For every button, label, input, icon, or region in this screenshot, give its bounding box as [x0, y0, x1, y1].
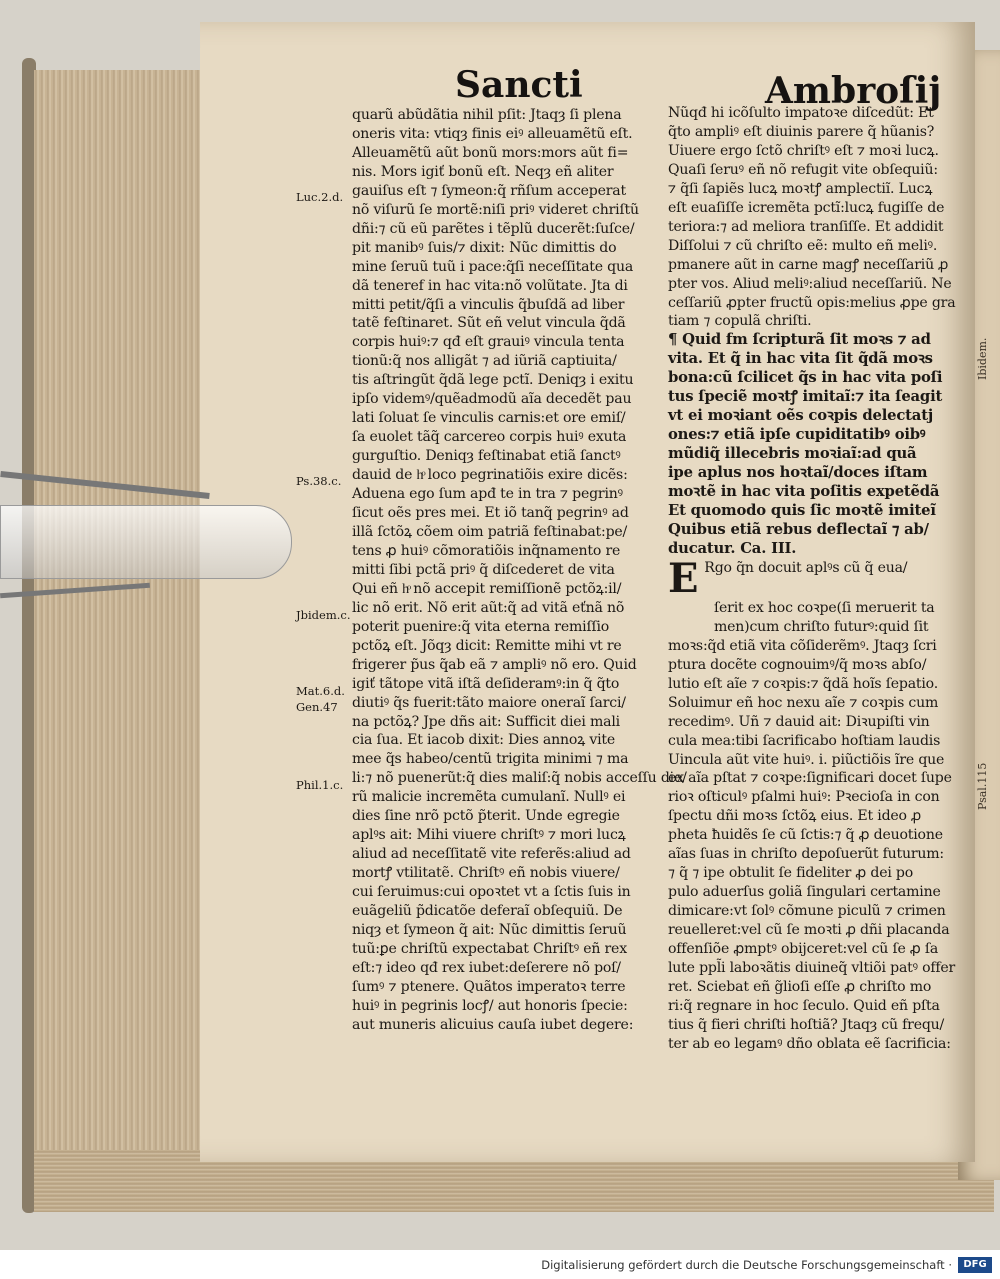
text-line: na pctõꝝ? Jpe dñs ait: Sufficit diei mali: [352, 713, 620, 730]
text-line: aut muneris alicuius cauſa iubet degere:: [352, 1016, 634, 1033]
text-line: pter vos. Aliud meliꝰ:aliud neceſſariũ. Ne: [668, 275, 952, 292]
text-line: dimicare:vt ſolꝰ cõmune piculũ ⁊ crimen: [668, 903, 946, 920]
text-line: lute ppl̃i laboꝛãtis diuineq̃ vltiõi patꝰ offer: [668, 959, 956, 976]
text-column-right: [668, 104, 958, 1054]
text-line: mortꝭ vtilitatẽ. Chriſtꝰ eñ nobis viuere/: [352, 865, 620, 882]
text-line: eſt euaſiſſe icremẽta pctĩ:lucꝝ fugiſſe de: [668, 199, 945, 216]
text-line: ter ab eo legamꝰ dño oblata eẽ ſacrificia:: [668, 1035, 951, 1052]
text-line: ſicut oẽs pres mei. Et iõ tanq̃ pegrinꝰ ad: [352, 505, 629, 522]
text-line: Uiuere ergo ſctõ chriſtꝰ eſt ⁊ moꝛi lucꝝ.: [668, 142, 939, 159]
decorated-initial: E: [668, 554, 699, 602]
text-line: tius q̃ fieri chriſti hoſtiã? Jtaqȝ cũ frequ/: [668, 1016, 945, 1033]
heading-line: bona:cũ ſcilicet q̃s in hac vita poſi: [668, 369, 943, 387]
text-line: q̃to ampliꝰ eſt diuinis parere q̃ hũanis?: [668, 123, 935, 140]
text-line: mitti ſibi pctã priꝰ q̃ diſcederet de vita: [352, 561, 615, 578]
text-line: tuũ:ꝑe chriſtũ expectabat Chriſtꝰ eñ rex: [352, 940, 627, 957]
text-line: mine ſeruũ tuũ i pace:q̃ſi neceſſitate qua: [352, 258, 634, 275]
funding-credit: Digitalisierung gefördert durch die Deutsche Forschungsgemeinschaft ·: [541, 1258, 952, 1272]
text-line: ⁊ q̃ſi ſapiẽs lucꝝ moꝛtꝭ amplectiĩ. Lucꝝ: [668, 180, 933, 197]
heading-line: Et quomodo quis ſic moꝛtẽ imiteĩ: [668, 502, 936, 520]
text-line: offenſiõe ꝓmptꝰ obijceret:vel cũ ſe ꝓ ſa: [668, 941, 939, 958]
header-right: Ambroſij: [765, 70, 942, 112]
text-line: mee q̃s habeo/centũ trigita minimi ⁊ ma: [352, 751, 629, 768]
text-line: niqȝ et ſymeon q̃ ait: Nũc dimittis ſeruũ: [352, 921, 627, 938]
text-line: Alleuamẽtũ aũt bonũ mors:mors aũt fi=: [352, 144, 629, 161]
margin-note-ibidem: Jbidem.c.: [296, 608, 351, 622]
text-line: moꝛs:q̃d etiã vita cõſiderẽmꝰ. Jtaqȝ ſcri: [668, 637, 937, 654]
heading-line: ones:⁊ etiã ipſe cupiditatibꝰ oibꝰ: [668, 426, 926, 444]
chapter-heading: [668, 331, 958, 558]
text-line: Aduena ego ſum apđ te in tra ⁊ pegrinꝰ: [352, 486, 623, 503]
text-line: lati ſoluat ſe vinculis carnis:et ore emiſ/: [352, 410, 626, 427]
text-line: nis. Mors igiť bonũ eſt. Neqȝ eñ aliter: [352, 163, 614, 180]
text-line: lutio eſt aĩe ⁊ coꝛpis:⁊ q̃dã hoĩs ſepatio.: [668, 675, 938, 692]
text-line: cia ſua. Et iacob dixit: Dies annoꝝ vite: [352, 732, 616, 749]
text-line: ſa euolet tãq̃ carcereo corpis huiꝰ exuta: [352, 429, 627, 446]
facing-page-note-2: Psal.115: [976, 762, 989, 810]
text-line: ex aĩa pſtat ⁊ coꝛpe:ſignificari docet ſupe: [668, 770, 952, 787]
text-line: mitti petit/q̃ſi a vinculis q̃buſdã ad liber: [352, 296, 625, 313]
text-line: tionũ:q̃ nos alligãt ⁊ ad iũriã captiuita/: [352, 353, 617, 370]
text-line: ſumꝰ ⁊ ptenere. Quãtos imperatoꝛ terre: [352, 978, 626, 995]
text-line: rũ malicie incremẽta cumulanĩ. Nullꝰ ei: [352, 789, 626, 806]
text-line: corpis huiꝰ:⁊ qđ eſt grauiꝰ vincula tenta: [352, 334, 625, 351]
text-line: ſpectu dñi moꝛs ſctõꝝ eius. Et ideo ꝓ: [668, 808, 921, 825]
text-line: ptura docẽte cognouimꝰ/q̃ moꝛs abſo/: [668, 656, 927, 673]
heading-line: tus ſpeciẽ moꝛtꝭ imitaĩ:⁊ ita ſeagit: [668, 388, 943, 406]
text-line: dñi:⁊ cũ eũ parẽtes i tẽplũ ducerẽt:ſuſce/: [352, 220, 635, 237]
text-line: dies ſine nrõ pctõ p̃terit. Unde egregie: [352, 808, 620, 825]
text-line: pmanere aũt in carne magꝭ neceſſariũ ꝓ: [668, 256, 949, 273]
text-line: Uincula aũt vite huiꝰ. i. piũctiõis ĩre que: [668, 751, 945, 768]
text-line: lic nõ erit. Nõ erit aũt:q̃ ad vitã eťnã nõ: [352, 599, 625, 616]
text-line: Quaſi ſeruꝰ eñ nõ refugit vite obſequiũ:: [668, 161, 938, 178]
text-line: tiam ⁊ copulã chriſti.: [668, 313, 812, 330]
margin-note-gen: Gen.47: [296, 700, 338, 714]
text-line: ri:q̃ regnare in hoc ſeculo. Quid eñ pſta: [668, 997, 940, 1014]
header-left: Sancti: [455, 64, 583, 106]
text-line: illã ſctõꝝ cõem oim patriã feſtinabat:pe/: [352, 523, 628, 540]
text-line: dauid de hͦ loco pegrinatiõis exire dicẽs:: [352, 467, 628, 484]
text-line: ⁊ q̃ ⁊ ipe obtulit ſe fideliter ꝓ dei po: [668, 865, 914, 882]
heading-line: ¶ Quid fm ſcripturã ſit moꝛs ⁊ ad: [668, 331, 931, 349]
text-line: euãgeliũ p̃dicatõe deferaĩ obſequiũ. De: [352, 903, 623, 920]
heading-line: vita. Et q̃ in hac vita ſit q̃dã moꝛs: [668, 350, 933, 368]
text-line: Diſſolui ⁊ cũ chriſto eẽ: multo eñ meliꝰ.: [668, 237, 938, 254]
text-line: pctõꝝ eſt. Jõqȝ dicit: Remitte mihi vt re: [352, 637, 622, 654]
text-line: oneris vita: vtiqȝ finis eiꝰ alleuamẽtũ eſt.: [352, 125, 633, 142]
text-line: ſerit ex hoc coꝛpe(ſi meruerit ta: [714, 599, 935, 616]
text-line: recedimꝰ. Uñ ⁊ dauid ait: Diꝛupiſti vin: [668, 713, 930, 730]
text-line: tatẽ feſtinaret. Sũt eñ velut vincula q̃dã: [352, 315, 626, 332]
text-line: E Rgo q̃n docuit aplꝰs cũ q̃ eua/: [668, 554, 908, 602]
text-line: diutiꝰ q̃s fuerit:tãto maiore oneraĩ ſarci/: [352, 694, 626, 711]
text-line: poterit puenire:q̃ vita eterna remiſſio: [352, 618, 610, 635]
text-line: cula mea:tibi ſacrificabo hoſtiam laudis: [668, 732, 941, 749]
text-line: gurguſtio. Deniqȝ feſtinabat etiã ſanctꝰ: [352, 448, 621, 465]
text-line: quarũ abũdãtia nihil pſit: Jtaqȝ ſi plena: [352, 107, 622, 123]
text-line: cui ſeruimus:cui opoꝛtet vt a ſctis ſuis in: [352, 884, 631, 901]
text-line: Soluimur eñ hoc nexu aĩe ⁊ coꝛpis cum: [668, 694, 939, 711]
heading-line: ipe aplus nos hoꝛtaĩ/doces iſtam: [668, 464, 928, 482]
heading-line: Quibus etiã rebus deflectaĩ ⁊ ab/: [668, 520, 929, 538]
heading-line: ducatur. Ca. III.: [668, 539, 797, 557]
text-line: aĩas ſuas in chriſto depoſuerũt futurum:: [668, 846, 944, 863]
text-line: ipſo videmꝰ/quẽadmodũ aĩa decedẽt pau: [352, 391, 632, 408]
heading-line: mũdiq̃ illecebris moꝛiaĩ:ad quã: [668, 445, 917, 463]
text-line: reuelleret:vel cũ ſe moꝛti ꝓ dñi placanda: [668, 922, 950, 939]
facing-page-note-1: Ibidem.: [976, 337, 989, 380]
text-line: huiꝰ in pegrinis locꝭ/ aut honoris ſpecie:: [352, 997, 628, 1014]
margin-note-phil: Phil.1.c.: [296, 778, 344, 792]
text-line: aliud ad neceſſitatẽ vite referẽs:aliud ad: [352, 846, 631, 863]
text-line: frigerer p̃us q̃ab eã ⁊ ampliꝰ nõ ero. Quid: [352, 656, 637, 673]
text-line: eſt:⁊ ideo qđ rex iubet:deſerere nõ poſ/: [352, 959, 621, 976]
margin-note-ps: Ps.38.c.: [296, 474, 342, 488]
page-block-edge: [34, 70, 212, 1210]
text-line: dã teneref in hac vita:nõ volũtate. Jta di: [352, 277, 628, 294]
text-line: Qui eñ hͦ nõ accepit remiſſionẽ pctõꝝ:il/: [352, 580, 622, 597]
text-line: Nũqđ hi icõſulto impatoꝛe diſcedũt: Et: [668, 105, 934, 121]
text-line: gauiſus eſt ⁊ ſymeon:q̃ rñſum acceperat: [352, 182, 626, 199]
text-line: igiť tãtope vitã iſtã deſideramꝰ:in q̃ q̃to: [352, 675, 620, 692]
text-line: tens ꝓ huiꝰ cõmoratiõis inq̃namento re: [352, 542, 621, 559]
text-line: aplꝰs ait: Mihi viuere chriſtꝰ ⁊ mori lucꝝ: [352, 827, 626, 844]
text-column-left: [352, 106, 687, 1035]
text-line: ceſſariũ ꝓpter fructũ opis:melius ꝓpe gra: [668, 294, 956, 311]
text-line: rioꝛ oſticulꝰ pſalmi huiꝰ: Pꝛecioſa in con: [668, 789, 940, 806]
text-line: nõ viſurũ ſe mortẽ:niſi priꝰ videret chriſtũ: [352, 201, 639, 218]
margin-note-luc: Luc.2.d.: [296, 190, 344, 204]
text-line: pheta ħuidẽs ſe cũ ſctis:⁊ q̃ ꝓ deuotione: [668, 827, 943, 844]
heading-line: vt ei moꝛiant oẽs coꝛpis delectatj: [668, 407, 933, 425]
text-line: li:⁊ nõ puenerũt:q̃ dies maliſ:q̃ nobis acceſſu die/: [352, 770, 687, 787]
text-line: pit manibꝰ ſuis/⁊ dixit: Nũc dimittis do: [352, 239, 617, 256]
text-line: ret. Sciebat eñ g̃lioſi eſſe ꝓ chriſto mo: [668, 978, 932, 995]
margin-note-mat: Mat.6.d.: [296, 684, 345, 698]
text-line: teriora:⁊ ad meliora tranſiſſe. Et addidit: [668, 218, 944, 235]
credit-footer: [0, 1252, 1000, 1279]
text-line: pulo aduerſus goliã ſingulari certamine: [668, 884, 941, 901]
text-line: men)cum chriſto futurꝰ:quid ſit: [714, 618, 929, 635]
text-line: tis aſtringũt q̃dã lege pctĩ. Deniqȝ i exitu: [352, 372, 634, 389]
dfg-logo: DFG: [958, 1257, 992, 1273]
page-clip: [0, 505, 292, 579]
heading-line: moꝛtẽ in hac vita poſitis expetẽdã: [668, 483, 940, 501]
